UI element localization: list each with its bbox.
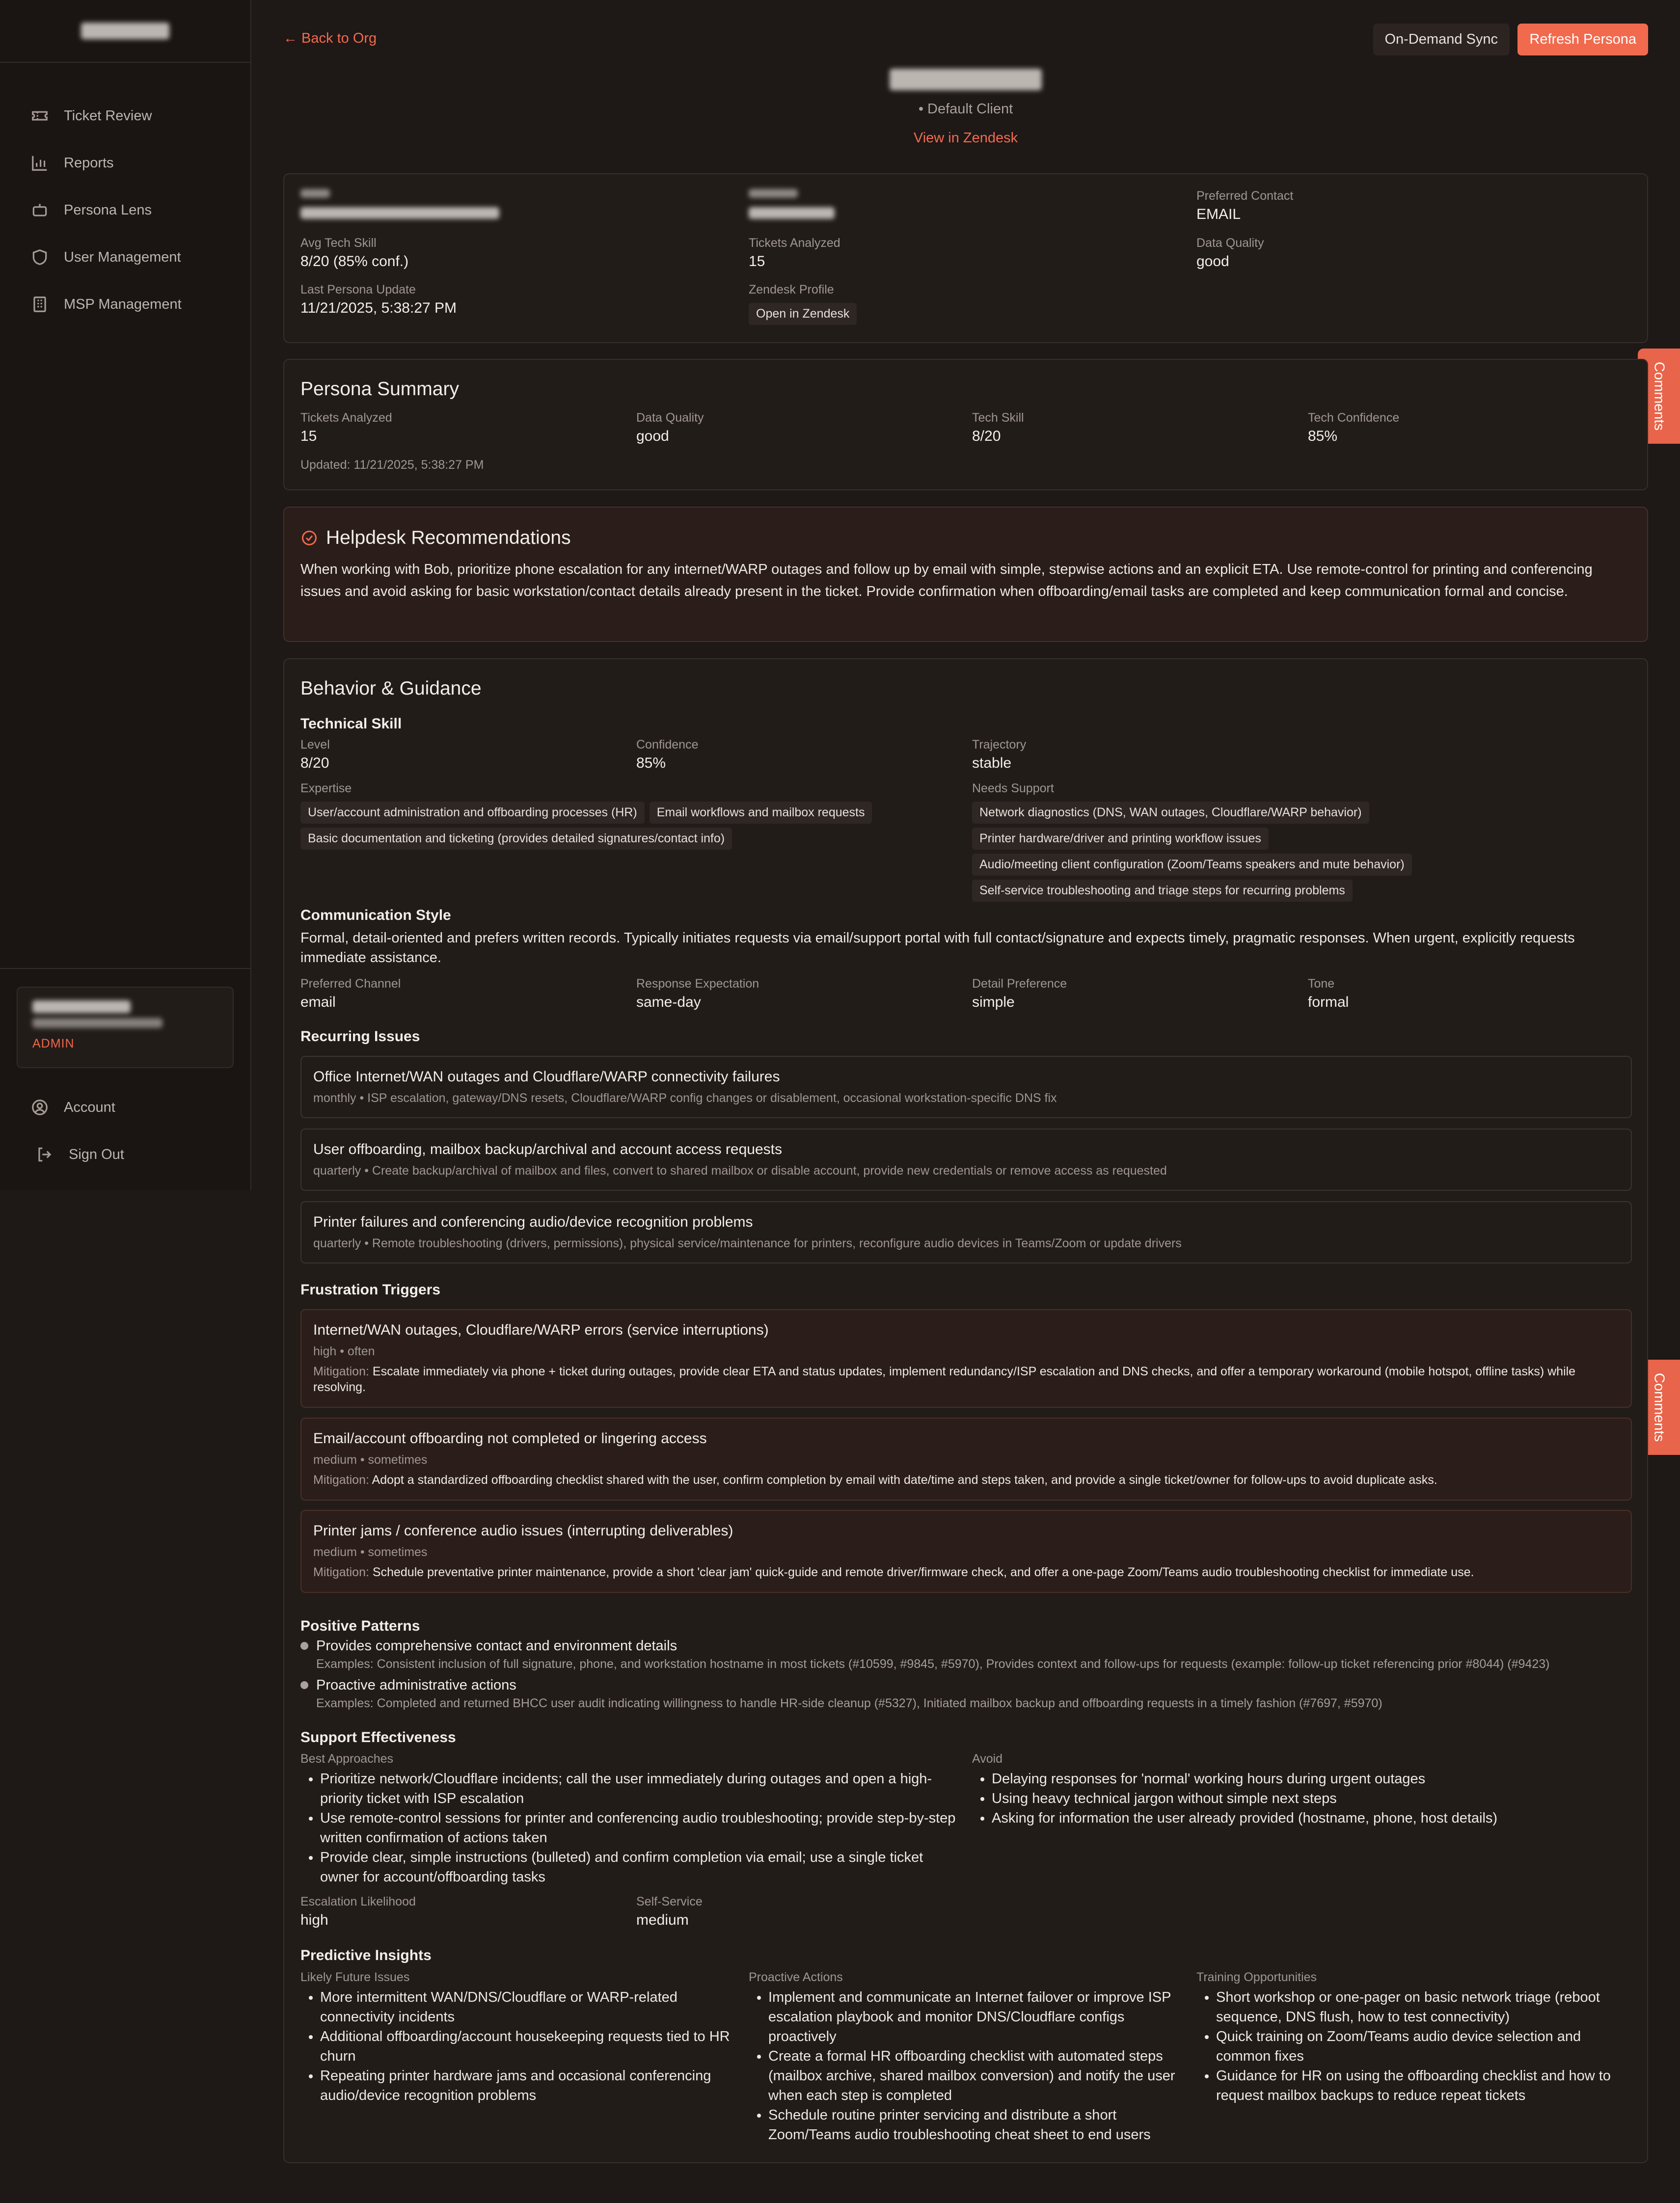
needs-support-chip: Audio/meeting client configuration (Zoom/Teams speakers and mute behavior) [972,854,1412,876]
self-service-value: medium [636,1912,689,1928]
frustration-trigger [300,1309,1632,1408]
preferred-contact-label: Preferred Contact [1196,189,1294,203]
future-issues-label: Likely Future Issues [300,1970,410,1984]
issue-title: Printer failures and conferencing audio/device recognition problems [313,1214,753,1230]
list-item: • Quick training on Zoom/Teams audio device selection and common fixes [1216,2027,1628,2066]
issue-desc: quarterly • Remote troubleshooting (drivers, permissions), physical service/maintenance for printers, reconfigure audio devices in Teams/Zoom or update drivers [313,1236,1182,1250]
logo-area[interactable] [0,0,250,63]
comments-tab[interactable]: Comments [1638,1360,1680,1455]
expertise-label: Expertise [300,781,352,795]
list-item: • Prioritize network/Cloudflare incidents; call the user immediately during outages and open a high-priority ticket with ISP escalation [320,1769,958,1808]
persona-header [283,69,1648,146]
sidebar-nav [0,63,250,328]
mitigation-label: Mitigation: [313,1365,369,1378]
escalation-value: high [300,1912,328,1928]
recurring-issue [300,1128,1632,1191]
trigger-meta: medium • sometimes [313,1545,428,1559]
building-icon [30,295,49,314]
avoid-list [972,1769,1630,1828]
list-item: • Repeating printer hardware jams and occasional conferencing audio/device recognition problems [320,2066,732,2105]
summary-stat-label: Data Quality [636,411,704,425]
sidebar-item-user-management[interactable] [0,234,250,281]
persona-info-card [283,173,1648,343]
list-item: • Implement and communicate an Internet failover or improve ISP escalation playbook and monitor DNS/Cloudflare configs proactively [768,1988,1181,2046]
proactive-actions-list [749,1988,1181,2145]
sidebar [0,0,251,1190]
pattern-examples: Examples: Consistent inclusion of full signature, phone, and workstation hostname in most tickets (#10599, #9845, #5970), Provides context and follow-ups for requests (example: follow-up ticket referencing prior #8044) (#9423) [316,1657,1550,1671]
sidebar-item-label: User Management [64,249,181,265]
user-name [32,1000,131,1013]
robot-icon [30,201,49,219]
proactive-actions-label: Proactive Actions [749,1970,843,1984]
bullet-icon [300,1681,308,1689]
view-in-zendesk-link[interactable]: View in Zendesk [913,130,1018,146]
list-item: • Using heavy technical jargon without simple next steps [992,1789,1630,1808]
expertise-chip: Email workflows and mailbox requests [650,802,872,824]
persona-name [890,69,1042,90]
sidebar-item-msp-management[interactable] [0,281,250,328]
email-value [300,207,499,219]
detail-label: Detail Preference [972,977,1067,991]
sidebar-item-reports[interactable] [0,139,250,187]
user-card [17,987,234,1068]
needs-support-chip: Network diagnostics (DNS, WAN outages, Cloudflare/WARP behavior) [972,802,1369,824]
sidebar-footer [0,968,250,1178]
summary-stat-label: Tech Confidence [1308,411,1400,425]
user-circle-icon [30,1098,49,1117]
predictive-insights-title: Predictive Insights [300,1947,432,1963]
last-update-label: Last Persona Update [300,283,416,296]
sidebar-item-label: MSP Management [64,296,182,312]
summary-stat-value: 15 [300,428,317,444]
level-value: 8/20 [300,755,329,771]
zendesk-profile-label: Zendesk Profile [749,283,834,296]
summary-stat-label: Tickets Analyzed [300,411,392,425]
frustration-trigger [300,1418,1632,1501]
trigger-title: Email/account offboarding not completed or lingering access [313,1430,707,1447]
trigger-meta: medium • sometimes [313,1453,428,1467]
channel-value: email [300,994,336,1010]
sidebar-item-persona-lens[interactable] [0,187,250,234]
comments-tab[interactable]: Comments [1638,349,1680,444]
list-item: • Use remote-control sessions for printer and conferencing audio troubleshooting; provide step-by-step written confirmation of actions taken [320,1808,958,1848]
mitigation-text: Escalate immediately via phone + ticket during outages, provide clear ETA and status updates, implement redundancy/ISP escalation and DNS checks, and offer a temporary workaround (mobile hotspot, offline tasks) while resolving. [313,1365,1576,1394]
pattern-title: Provides comprehensive contact and environment details [316,1638,677,1654]
detail-value: simple [972,994,1015,1010]
trigger-title: Printer jams / conference audio issues (interrupting deliverables) [313,1523,733,1539]
sidebar-item-label: Persona Lens [64,202,152,218]
training-label: Training Opportunities [1196,1970,1317,1984]
summary-stat-label: Tech Skill [972,411,1024,425]
confidence-label: Confidence [636,738,699,752]
list-item: • Short workshop or one-pager on basic network triage (reboot sequence, DNS flush, how to test connectivity) [1216,1988,1628,2027]
bar-chart-icon [30,154,49,172]
summary-stat-value: 85% [1308,428,1338,444]
on-demand-sync-button[interactable]: On-Demand Sync [1373,24,1510,55]
preferred-contact-value: EMAIL [1196,206,1241,222]
avg-tech-label: Avg Tech Skill [300,236,377,250]
sidebar-item-label: Reports [64,155,114,171]
tone-value: formal [1308,994,1349,1010]
helpdesk-recommendations-card [283,507,1648,642]
list-item: • Schedule routine printer servicing and distribute a short Zoom/Teams audio troubleshooting cheat sheet to end users [768,2105,1181,2145]
pattern-title: Proactive administrative actions [316,1677,516,1693]
channel-label: Preferred Channel [300,977,401,991]
ticket-icon [30,107,49,125]
behavior-guidance-card [283,658,1648,2163]
sign-out-icon [35,1145,54,1164]
support-effectiveness-title: Support Effectiveness [300,1729,456,1746]
bullet-icon [300,1642,308,1650]
trajectory-value: stable [972,755,1012,771]
recurring-issue [300,1056,1632,1118]
open-in-zendesk-button[interactable]: Open in Zendesk [749,303,857,325]
tickets-analyzed-value: 15 [749,253,765,269]
issue-title: User offboarding, mailbox backup/archival and account access requests [313,1141,782,1157]
trigger-meta: high • often [313,1344,375,1358]
expertise-chip: User/account administration and offboarding processes (HR) [300,802,645,824]
sign-out-button[interactable] [0,1131,250,1178]
recommendations-text: When working with Bob, prioritize phone escalation for any internet/WARP outages and follow up by email with simple, stepwise actions and an explicit ETA. Use remote-control for printing and conferencing issues and avoid asking for basic workstation/contact details already present in the ticket. Provide confirmation when offboarding/email tasks are completed and keep communication formal and concise. [300,562,1593,599]
sidebar-item-ticket-review[interactable] [0,92,250,139]
persona-summary-title: Persona Summary [300,378,459,400]
list-item: • Additional offboarding/account housekeeping requests tied to HR churn [320,2027,732,2066]
list-item: • Asking for information the user already provided (hostname, phone, host details) [992,1808,1630,1828]
sign-out-label: Sign Out [69,1146,124,1162]
technical-skill-title: Technical Skill [300,716,402,732]
client-name: • Default Client [918,101,1013,117]
self-service-label: Self-Service [636,1895,703,1908]
list-item: • More intermittent WAN/DNS/Cloudflare or WARP-related connectivity incidents [320,1988,732,2027]
account-link[interactable] [0,1084,250,1131]
user-email [32,1018,163,1028]
mitigation-label: Mitigation: [313,1565,369,1579]
needs-support-chip: Self-service troubleshooting and triage steps for recurring problems [972,880,1353,902]
future-issues-list [300,1988,732,2105]
training-list [1196,1988,1628,2105]
communication-style-title: Communication Style [300,907,451,923]
needs-support-label: Needs Support [972,781,1054,795]
role-badge: ADMIN [32,1037,75,1050]
phone-value [749,207,835,219]
avoid-label: Avoid [972,1752,1003,1766]
data-quality-label: Data Quality [1196,236,1264,250]
summary-stat-value: good [636,428,669,444]
summary-stat-value: 8/20 [972,428,1001,444]
issue-desc: quarterly • Create backup/archival of mailbox and files, convert to shared mailbox or disable account, provide new credentials or remove access as requested [313,1164,1167,1178]
best-approaches-label: Best Approaches [300,1752,394,1766]
email-label [300,189,330,198]
level-label: Level [300,738,330,752]
list-item: • Create a formal HR offboarding checklist with automated steps (mailbox archive, shared mailbox conversion) and notify the user when each step is completed [768,2046,1181,2105]
needs-support-chip: Printer hardware/driver and printing workflow issues [972,828,1269,850]
list-item: • Provide clear, simple instructions (bulleted) and confirm completion via email; use a single ticket owner for account/offboarding tasks [320,1848,958,1887]
main-content [283,0,1648,2143]
frustration-triggers-title: Frustration Triggers [300,1282,441,1298]
issue-desc: monthly • ISP escalation, gateway/DNS resets, Cloudflare/WARP config changes or disablement, occasional workstation-specific DNS fix [313,1091,1057,1105]
avg-tech-value: 8/20 (85% conf.) [300,253,409,269]
refresh-persona-button[interactable]: Refresh Persona [1517,24,1648,55]
mitigation-text: Schedule preventative printer maintenance, provide a short 'clear jam' quick-guide and remote driver/firmware check, and offer a one-page Zoom/Teams audio troubleshooting checklist for immediate use. [372,1565,1474,1579]
frustration-trigger [300,1510,1632,1593]
recurring-issue [300,1201,1632,1263]
recommendations-title: Helpdesk Recommendations [326,527,571,548]
mitigation-label: Mitigation: [313,1473,369,1487]
positive-patterns-title: Positive Patterns [300,1618,420,1634]
tickets-analyzed-label: Tickets Analyzed [749,236,840,250]
persona-summary-card [283,359,1648,490]
data-quality-value: good [1196,253,1229,269]
shield-icon [30,248,49,267]
summary-updated: Updated: 11/21/2025, 5:38:27 PM [300,458,484,472]
trigger-title: Internet/WAN outages, Cloudflare/WARP errors (service interruptions) [313,1322,769,1338]
sidebar-item-label: Ticket Review [64,107,152,124]
list-item: • Guidance for HR on using the offboarding checklist and how to request mailbox backups to reduce repeat tickets [1216,2066,1628,2105]
expertise-chip: Basic documentation and ticketing (provides detailed signatures/contact info) [300,828,732,850]
mitigation-text: Adopt a standardized offboarding checklist shared with the user, confirm completion by email with date/time and steps taken, and provide a single ticket/owner for follow-ups to avoid duplicate asks. [372,1473,1437,1487]
response-value: same-day [636,994,701,1010]
check-circle-icon [300,529,318,547]
behavior-title: Behavior & Guidance [300,678,482,699]
communication-text: Formal, detail-oriented and prefers written records. Typically initiates requests via email/support portal with full contact/signature and expects timely, pragmatic responses. When urgent, explicitly requests immediate assistance. [300,930,1575,966]
back-to-org-link[interactable]: ← Back to Org [283,30,377,46]
top-bar [283,0,1648,79]
recurring-issues-title: Recurring Issues [300,1028,420,1045]
issue-title: Office Internet/WAN outages and Cloudflare/WARP connectivity failures [313,1069,780,1085]
pattern-examples: Examples: Completed and returned BHCC user audit indicating willingness to handle HR-side cleanup (#5327), Initiated mailbox backup and offboarding requests in a timely fashion (#7697, #5970) [316,1696,1382,1710]
escalation-label: Escalation Likelihood [300,1895,416,1908]
app-logo[interactable] [81,23,169,39]
phone-label [749,189,798,198]
account-label: Account [64,1099,115,1115]
list-item: • Delaying responses for 'normal' working hours during urgent outages [992,1769,1630,1789]
response-label: Response Expectation [636,977,759,991]
trajectory-label: Trajectory [972,738,1027,752]
last-update-value: 11/21/2025, 5:38:27 PM [300,300,457,316]
tone-label: Tone [1308,977,1335,991]
best-approaches-list [300,1769,958,1887]
confidence-value: 85% [636,755,666,771]
